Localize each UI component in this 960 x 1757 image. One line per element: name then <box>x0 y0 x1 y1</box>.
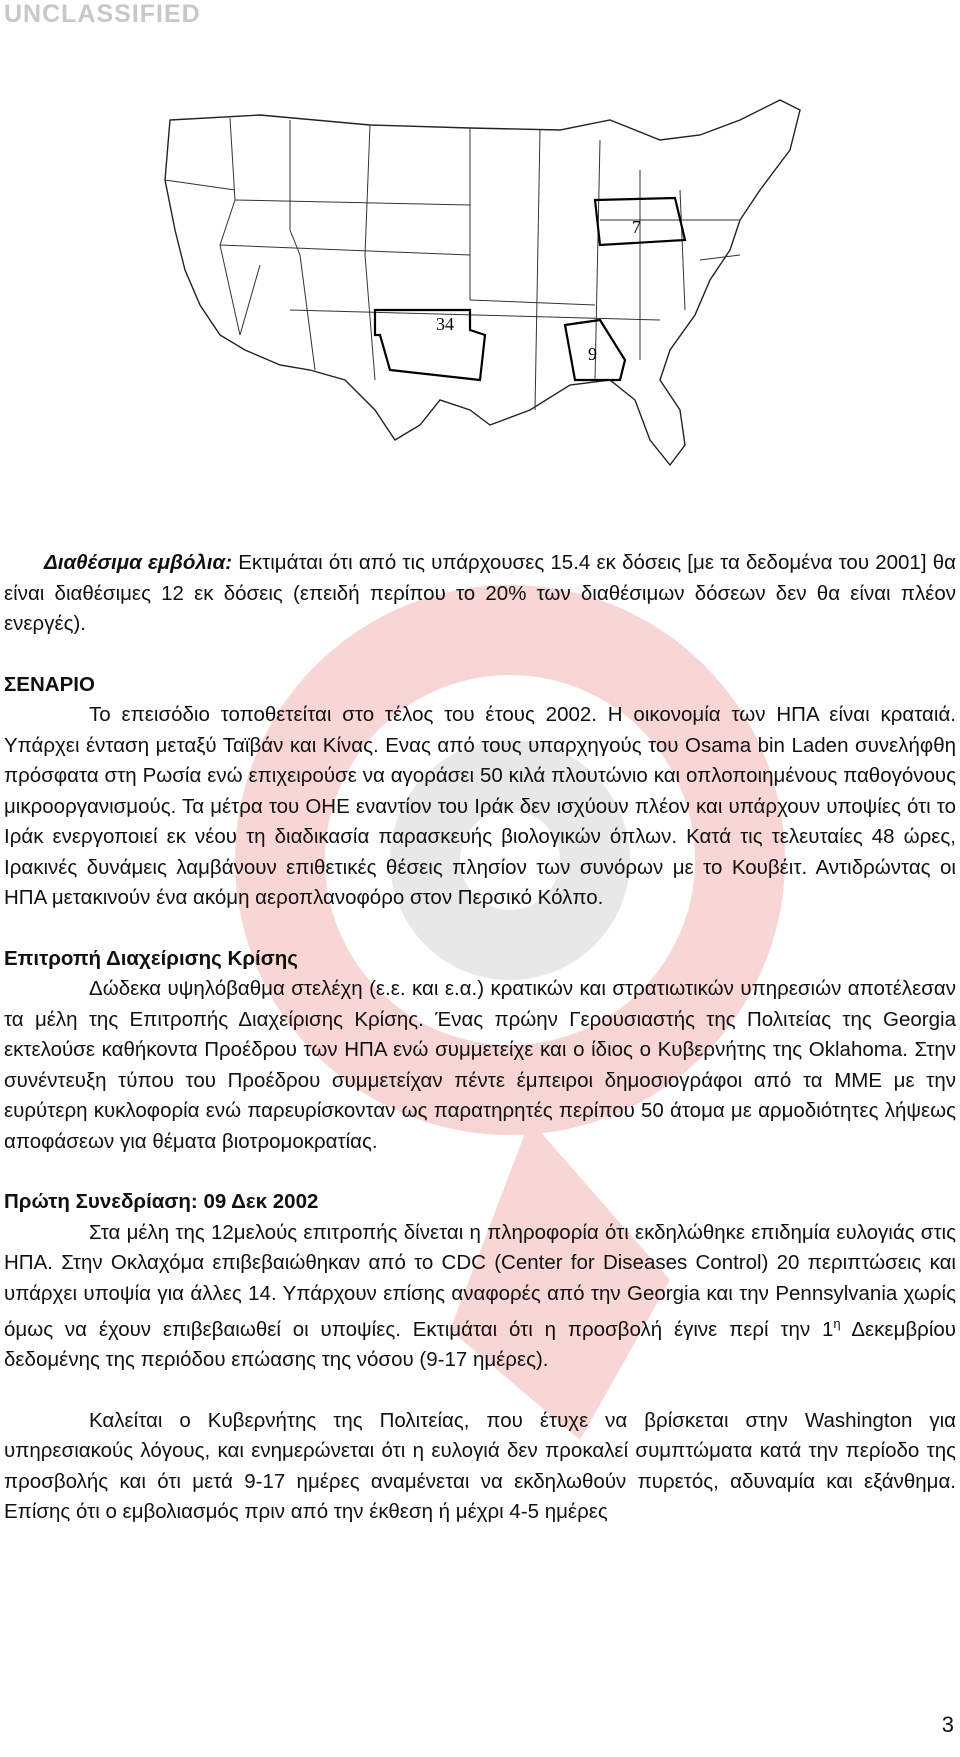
first-session-text <box>4 1218 956 1376</box>
first-session-heading: Πρώτη Συνεδρίαση: 09 Δεκ 2002 <box>4 1190 319 1213</box>
map-label-pennsylvania: 7 <box>632 217 641 237</box>
first-session-text-part1: Στα μέλη της 12μελούς επιτροπής δίνεται η πληροφορία ότι εκδηλώθηκε επιδημία ευλογιάς στις ΗΠΑ. Στην Οκλαχόμα επιβεβαιώθηκαν από το CDC (Center for Diseases Control) 20 περιπτώσεις και υπάρχει υποψία για άλλες 14. Υπάρχουν επίσης αναφορές από την Georgia και την Pennsylvania χωρίς όμως να έχουν επιβεβαιωθεί οι υποψίες. Εκτιμάται ότι η προσβολή έγινε περί την 1 <box>4 1220 956 1341</box>
map-label-oklahoma: 34 <box>436 314 454 334</box>
page-number: 3 <box>941 1712 954 1737</box>
first-session-text-2: Καλείται ο Κυβερνήτης της Πολιτείας, που έτυχε να βρίσκεται στην Washington για υπηρεσιακούς λόγους, και ενημερώνεται ότι η ευλογιά δεν προκαλεί συμπτώματα κατά την περίοδο της προσβολής και ότι μετά 9-17 ημέρες αναμένεται να εκδηλωθούν πυρετός, αδυναμία και εξάνθημα. Επίσης ότι ο εμβολιασμός πριν από την έκθεση ή μέχρι 4-5 ημέρες <box>4 1408 956 1524</box>
committee-heading: Επιτροπή Διαχείρισης Κρίσης <box>4 946 298 970</box>
map-label-georgia: 9 <box>588 344 597 364</box>
us-states-map <box>140 80 830 520</box>
superscript: η <box>833 1316 841 1331</box>
committee-text: Δώδεκα υψηλόβαθμα στελέχη (ε.ε. και ε.α.) κρατικών και στρατιωτικών υπηρεσιών αποτέλεσαν τα μέλη της Επιτροπής Διαχείρισης Κρίσης. Ένας πρώην Γερουσιαστής της Πολιτείας της Georgia εκτελούσε καθήκοντα Προέδρου των ΗΠΑ ενώ συμμετείχε και ο ίδιος ο Κυβερνήτης της Oklahoma. Στην συνέντευξη τύπου του Προέδρου συμμετείχαν πέντε έμπειροι δημοσιογράφοι από τα ΜΜΕ με την ευρύτερη κυκλοφορία ενώ παρευρίσκονταν ως παρατηρητές περίπου 50 άτομα με αρμοδιότητες λήψεως αποφάσεων για θέματα βιοτρομοκρατίας. <box>4 977 956 1153</box>
document-body <box>4 548 956 1528</box>
vaccines-paragraph <box>4 548 956 640</box>
vaccines-text: Εκτιμάται ότι από τις υπάρχουσες 15.4 εκ δόσεις [με τα δεδομένα του 2001] θα είναι διαθέσιμες 12 εκ δόσεις (επειδή περίπου το 20% των διαθέσιμων δόσεων δεν θα είναι πλέον ενεργές). <box>4 551 956 635</box>
scenario-text: Το επεισόδιο τοποθετείται στο τέλος του έτους 2002. Η οικονομία των ΗΠΑ είναι κραταιά. Υπάρχει ένταση μεταξύ Ταϊβάν και Κίνας. Ενας από τους υπαρχηγούς του Osama bin Laden συνελήφθη πρόσφατα στη Ρωσία ενώ επιχειρούσε να αγοράσει 50 κιλά πλουτώνιο και οπλοποιημένους παθογόνους μικροοργανισμούς. Τα μέτρα του ΟΗΕ εναντίον του Ιράκ δεν ισχύουν πλέον και υπάρχουν υποψίες ότι το Ιράκ ενεργοποιεί εκ νέου τη διαδικασία παρασκευής βιολογικών όπλων. Κατά τις τελευταίες 48 ώρες, Ιρακινές δυνάμεις λαμβάνουν επιθετικές θέσεις πλησίον των συνόρων με το Κουβέιτ. Αντιδρώντας οι ΗΠΑ μετακινούν ένα ακόμη αεροπλανοφόρο στον Περσικό Κόλπο. <box>4 703 956 909</box>
classification-header: UNCLASSIFIED <box>4 0 201 28</box>
first-session-text-part2: Δεκεμβρίου δεδομένης της περιόδου επώασης της νόσου (9-17 ημέρες). <box>4 1317 957 1372</box>
vaccines-label: Διαθέσιμα εμβόλια: <box>44 551 233 574</box>
scenario-heading: ΣΕΝΑΡΙΟ <box>4 672 95 696</box>
us-outline <box>165 100 800 465</box>
